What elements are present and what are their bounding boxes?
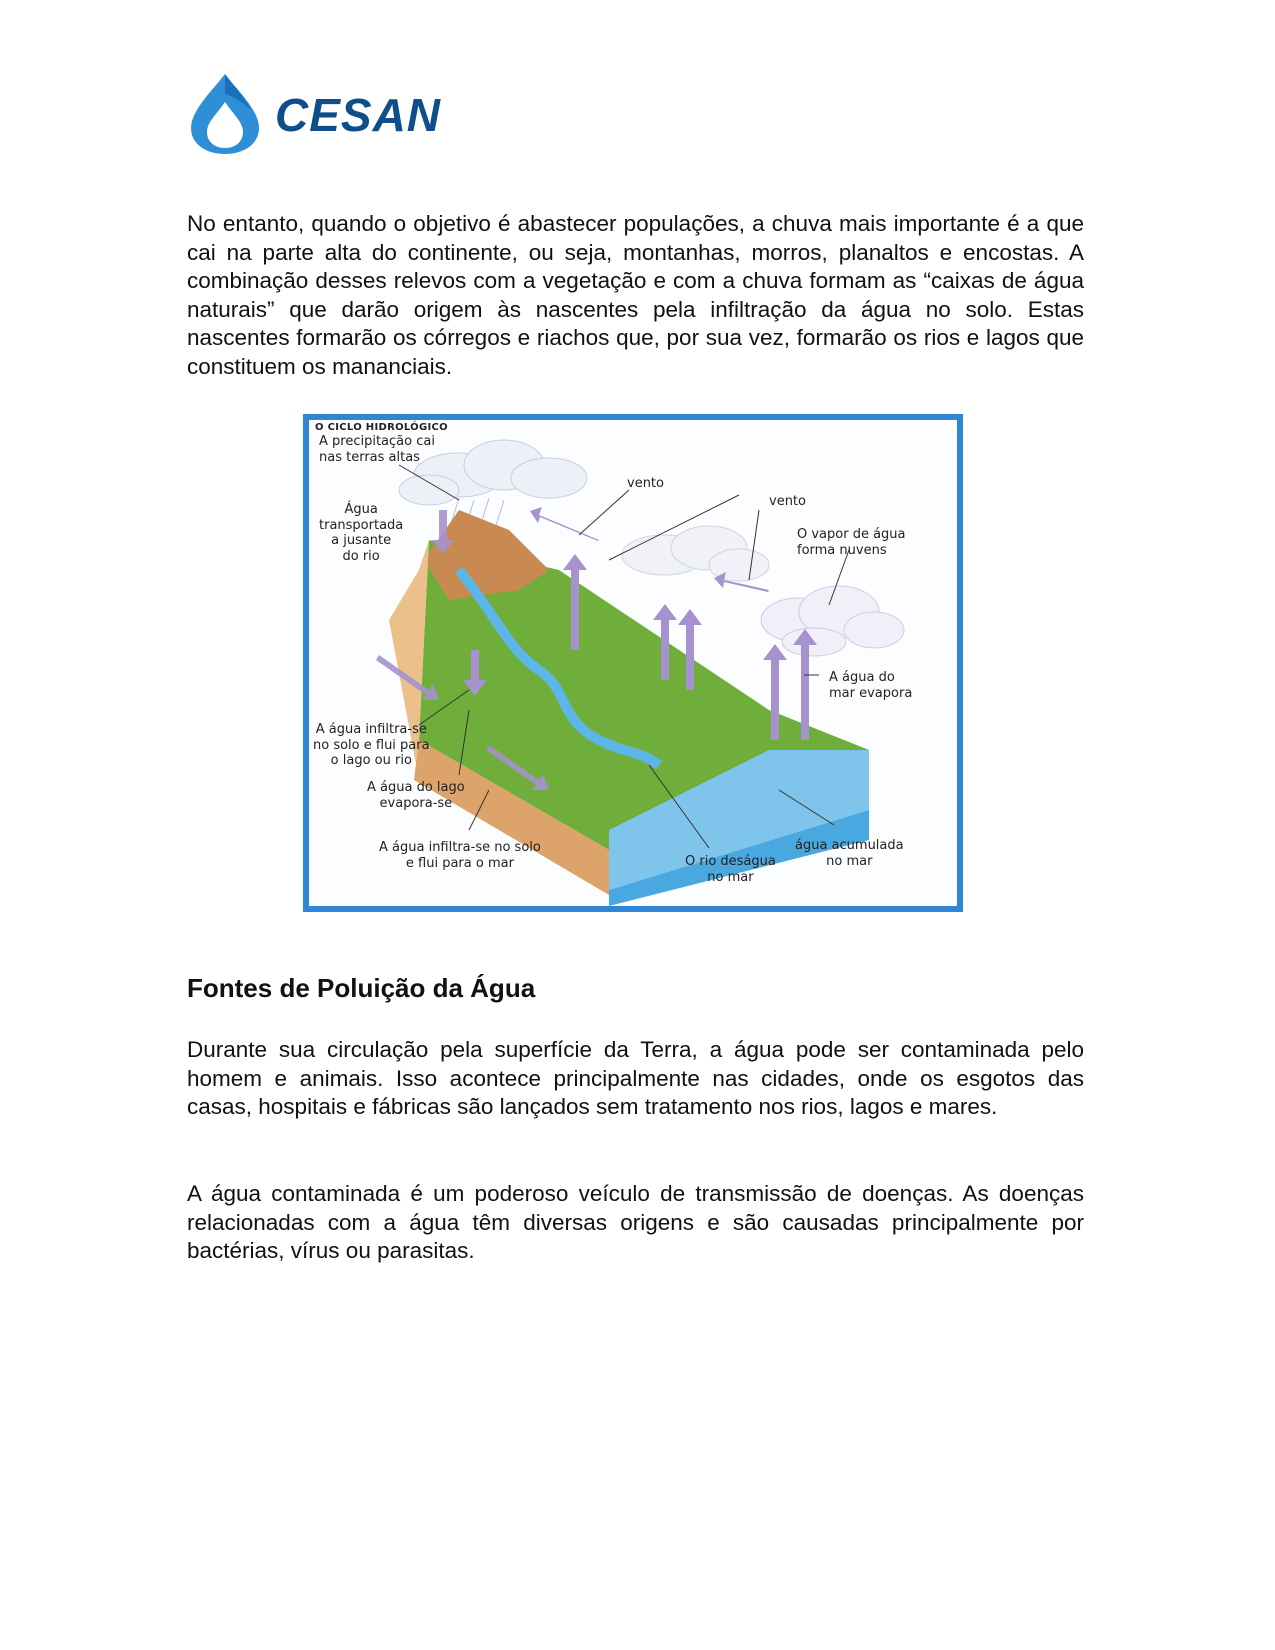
label-river-mouth: O rio deságua no mar [685, 854, 776, 885]
label-precipitation: A precipitação cai nas terras altas [319, 434, 435, 465]
hydrologic-cycle-figure [303, 414, 963, 912]
label-sea-evaporates: A água do mar evapora [829, 670, 913, 701]
label-accumulated: água acumulada no mar [795, 838, 904, 869]
label-lake-evaporates: A água do lago evapora-se [367, 780, 465, 811]
cesan-logo [185, 72, 465, 156]
pollution-paragraph: Durante sua circulação pela superfície da Terra, a água pode ser contaminada pelo homem e animais. Isso acontece principalmente nas cidades, onde os esgotos das casas, hospitais e fábricas são lançados sem tratamento nos rios, lagos e mares. [187, 1037, 1084, 1120]
label-transported: Água transportada a jusante do rio [319, 502, 404, 564]
label-vapor: O vapor de água forma nuvens [797, 527, 906, 558]
disease-paragraph: A água contaminada é um poderoso veículo de transmissão de doenças. As doenças relacionadas com a água têm diversas origens e são causadas principalmente por bactérias, vírus ou parasitas. [187, 1181, 1084, 1264]
cloud-middle [622, 526, 769, 581]
label-wind-1: vento [627, 476, 664, 491]
figure-title: O CICLO HIDROLÓGICO [315, 422, 448, 433]
water-drop-icon [185, 72, 265, 156]
label-infiltrates-lake: A água infiltra-se no solo e flui para o lago ou rio [313, 722, 430, 768]
section-heading: Fontes de Poluição da Água [187, 973, 536, 1003]
label-infiltrates-sea: A água infiltra-se no solo e flui para o mar [379, 840, 541, 871]
logo-text: CESAN [275, 89, 442, 141]
label-wind-2: vento [769, 494, 806, 509]
intro-paragraph: No entanto, quando o objetivo é abastecer populações, a chuva mais importante é a que cai na parte alta do continente, ou seja, montanhas, morros, planaltos e encostas. A combinação desses relevos com a vegetação e com a chuva formam as “caixas de água naturais” que darão origem às nascentes pela infiltração da água no solo. Estas nascentes formarão os córregos e riachos que, por sua vez, formarão os rios e lagos que constituem os mananciais. [187, 211, 1084, 379]
hydrologic-cycle-illustration [309, 420, 957, 906]
